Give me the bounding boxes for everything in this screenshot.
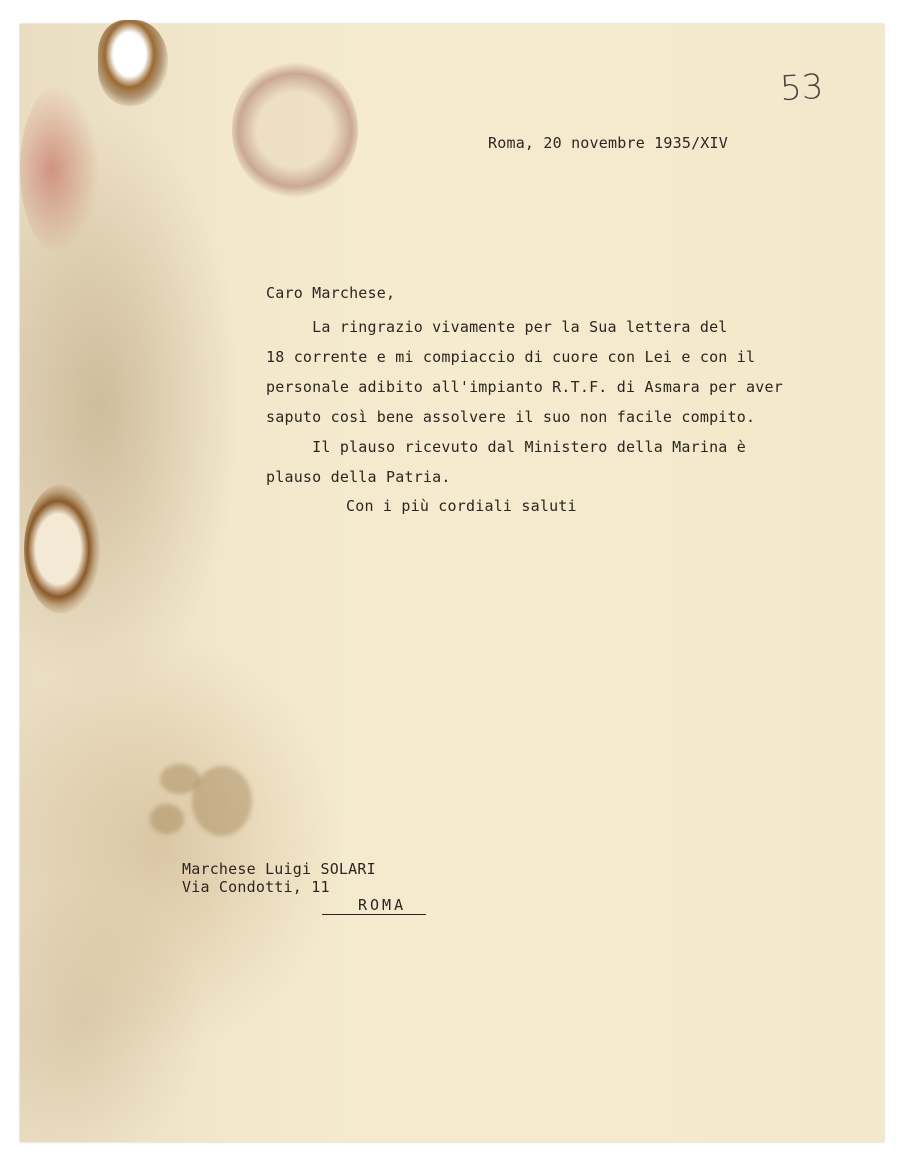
ring-stain [232,60,358,200]
body-line: 18 corrente e mi compiaccio di cuore con Lei e con il [266,348,756,366]
recipient-city: ROMA [322,896,426,915]
burn-hole-top [98,20,168,106]
red-stain [20,84,100,254]
burn-hole-side [24,484,100,614]
body-line: plauso della Patria. [266,468,451,486]
body-line: personale adibito all'impianto R.T.F. di Asmara per aver [266,378,783,396]
stain-blotch [150,804,184,834]
stain-blotch [192,766,252,836]
handwritten-page-number: 53 [778,66,825,110]
recipient-name: Marchese Luigi SOLARI [182,860,376,878]
body-line: saputo così bene assolvere il suo non facile compito. [266,408,756,426]
body-line: Il plauso ricevuto dal Ministero della Marina è [266,438,746,456]
letter-salutation: Caro Marchese, [266,284,396,302]
recipient-street: Via Condotti, 11 [182,878,330,896]
body-line: La ringrazio vivamente per la Sua lettera del [266,318,728,336]
letter-closing: Con i più cordiali saluti [346,497,577,515]
letter-sheet [20,24,884,1142]
letter-date: Roma, 20 novembre 1935/XIV [488,134,728,152]
